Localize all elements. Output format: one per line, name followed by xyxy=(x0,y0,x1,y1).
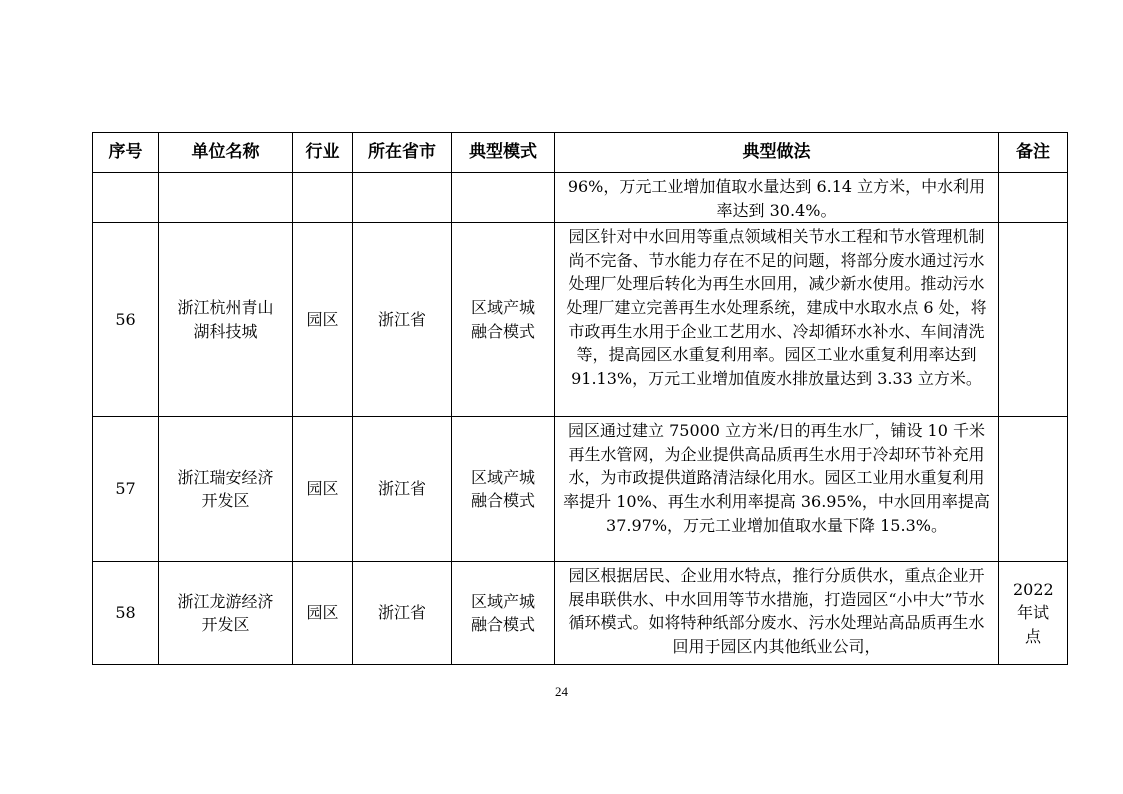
cell-model: 区域产城融合模式 xyxy=(452,562,555,665)
cell-unit-name: 浙江瑞安经济开发区 xyxy=(159,417,293,562)
cell-model xyxy=(452,173,555,223)
cell-industry: 园区 xyxy=(293,223,353,417)
cell-practice: 园区通过建立 75000 立方米/日的再生水厂，铺设 10 千米再生水管网，为企业提供高品质再生水用于冷却环节补充用水，为市政提供道路清洁绿化用水。园区工业用水重复利用率提升 10%、再生水利用率提高 36.95%，中水回用率提高 37.97%，万元工业增加值取水量下降 15.3%。 xyxy=(555,417,999,562)
cell-unit-name: 浙江杭州青山湖科技城 xyxy=(159,223,293,417)
table-row xyxy=(93,562,1068,665)
table-row xyxy=(93,173,1068,223)
cell-unit-name xyxy=(159,173,293,223)
header-index: 序号 xyxy=(93,133,159,173)
cell-remarks xyxy=(999,173,1068,223)
cell-index: 57 xyxy=(93,417,159,562)
cell-practice: 园区针对中水回用等重点领域相关节水工程和节水管理机制尚不完备、节水能力存在不足的问题，将部分废水通过污水处理厂处理后转化为再生水回用，减少新水使用。推动污水处理厂建立完善再生水处理系统，建成中水取水点 6 处，将市政再生水用于企业工艺用水、冷却循环水补水、车间清洗等，提高园区水重复利用率。园区工业水重复利用率达到 91.13%，万元工业增加值废水排放量达到 3.33 立方米。 xyxy=(555,223,999,417)
cell-index xyxy=(93,173,159,223)
cell-province xyxy=(353,173,452,223)
cell-index: 58 xyxy=(93,562,159,665)
cell-remarks xyxy=(999,417,1068,562)
page-number: 24 xyxy=(555,684,568,699)
cell-industry xyxy=(293,173,353,223)
header-industry: 行业 xyxy=(293,133,353,173)
cell-unit-name: 浙江龙游经济开发区 xyxy=(159,562,293,665)
table-row xyxy=(93,223,1068,417)
water-saving-table xyxy=(92,132,1068,665)
cell-province: 浙江省 xyxy=(353,223,452,417)
table-header-row xyxy=(93,133,1068,173)
cell-province: 浙江省 xyxy=(353,562,452,665)
table-row xyxy=(93,417,1068,562)
header-model: 典型模式 xyxy=(452,133,555,173)
cell-practice: 园区根据居民、企业用水特点，推行分质供水，重点企业开展串联供水、中水回用等节水措施，打造园区“小中大”节水循环模式。如将特种纸部分废水、污水处理站高品质再生水回用于园区内其他纸业公司， xyxy=(555,562,999,665)
cell-remarks: 2022年试点 xyxy=(999,562,1068,665)
cell-practice: 96%，万元工业增加值取水量达到 6.14 立方米，中水利用率达到 30.4%。 xyxy=(555,173,999,223)
cell-industry: 园区 xyxy=(293,562,353,665)
header-practice: 典型做法 xyxy=(555,133,999,173)
cell-index: 56 xyxy=(93,223,159,417)
cell-model: 区域产城融合模式 xyxy=(452,223,555,417)
header-remarks: 备注 xyxy=(999,133,1068,173)
header-unit-name: 单位名称 xyxy=(159,133,293,173)
cell-model: 区域产城融合模式 xyxy=(452,417,555,562)
header-province: 所在省市 xyxy=(353,133,452,173)
cell-remarks xyxy=(999,223,1068,417)
cell-province: 浙江省 xyxy=(353,417,452,562)
cell-industry: 园区 xyxy=(293,417,353,562)
